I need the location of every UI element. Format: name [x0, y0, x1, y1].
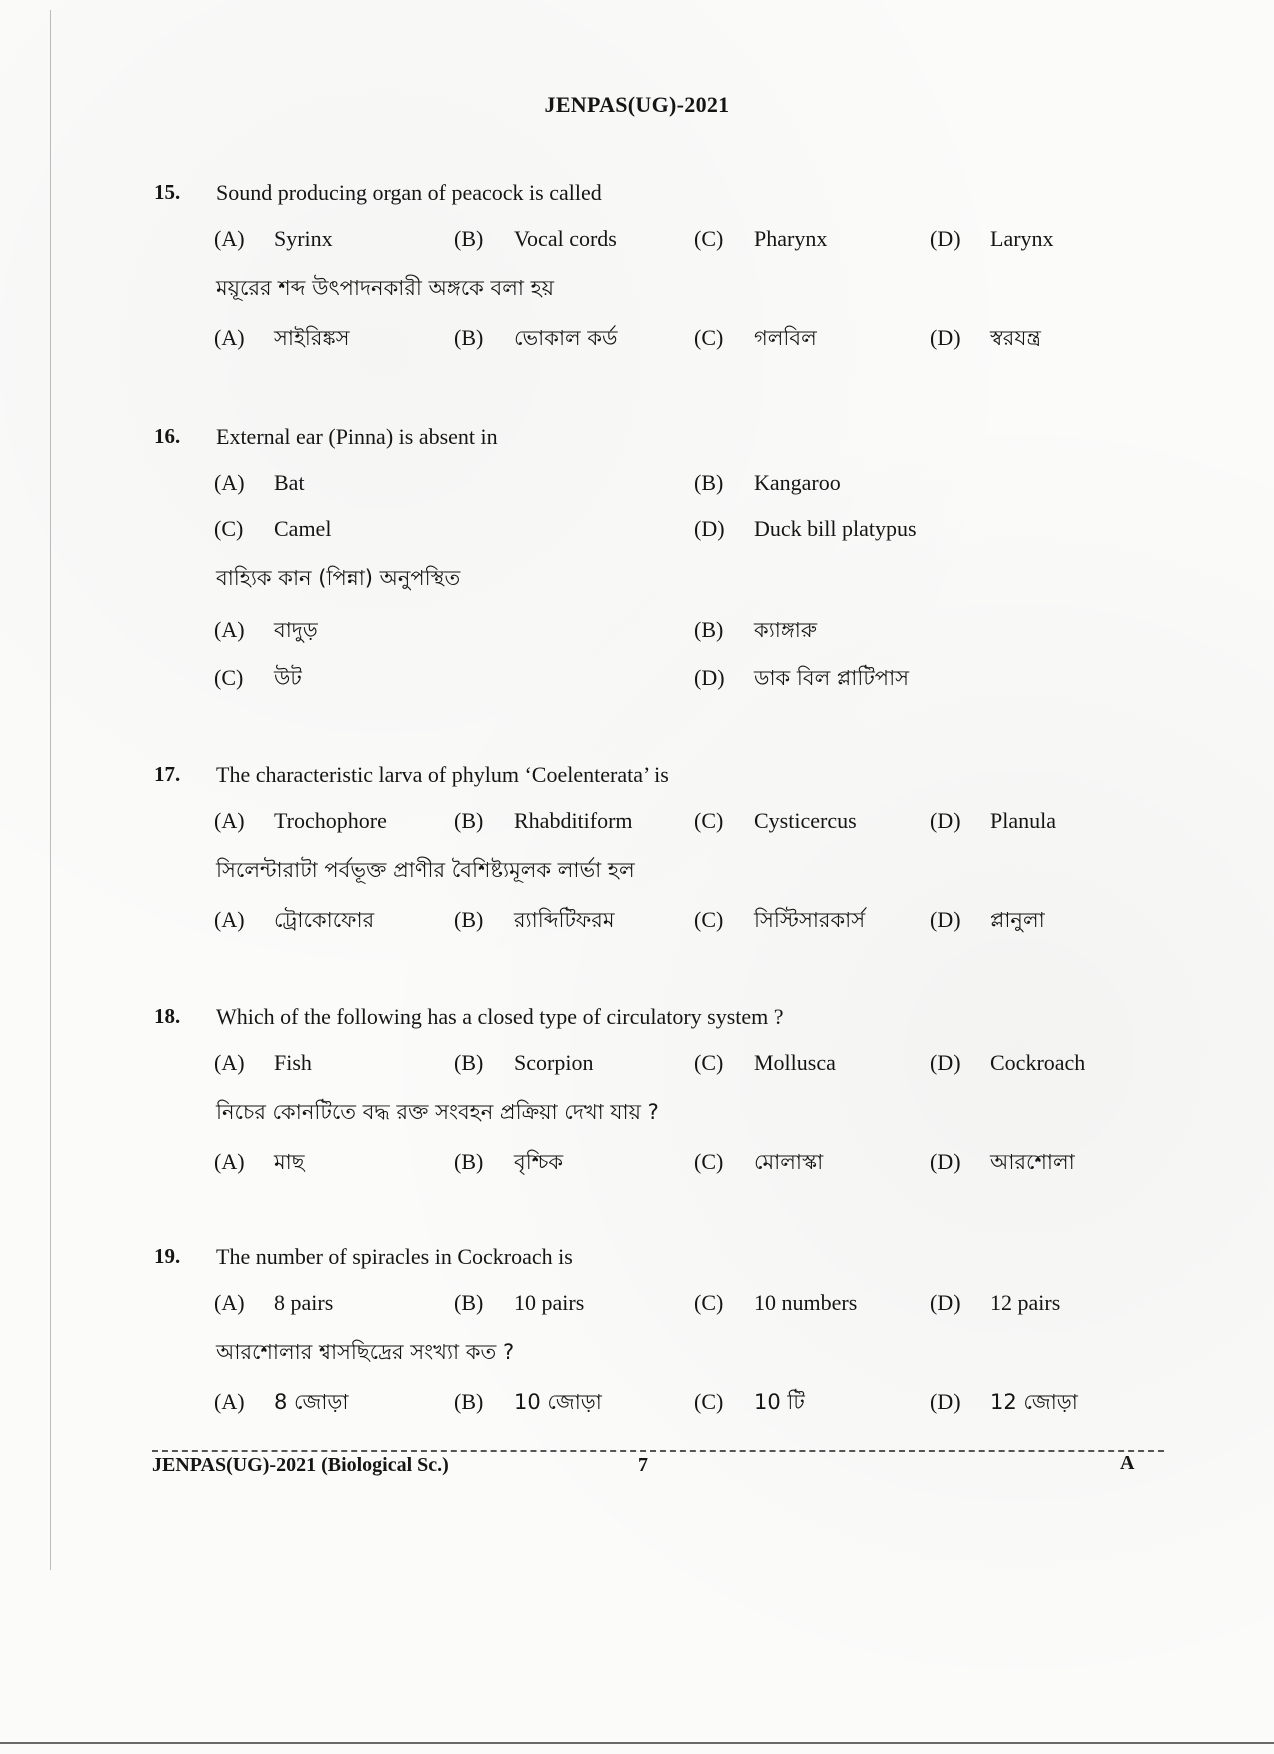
- option-c-en: (C) 10 numbers: [694, 1290, 858, 1315]
- option-b-en: (B) Vocal cords: [454, 226, 617, 251]
- option-b-en: (B) Scorpion: [454, 1050, 594, 1075]
- option-c-en: (C) Cysticercus: [694, 808, 857, 833]
- option-a-en: (A) Trochophore: [214, 808, 387, 833]
- question-text-bn: বাহ্যিক কান (পিন্না) অনুপস্থিত: [216, 566, 461, 590]
- option-b-bn: (B) 10 জোড়া: [454, 1389, 602, 1414]
- question-set-label: A: [1120, 1452, 1135, 1474]
- option-c-en: (C) Camel: [214, 516, 332, 541]
- option-d-en: (D) Planula: [930, 808, 1056, 833]
- option-b-en: (B) 10 pairs: [454, 1290, 585, 1315]
- option-a-en: (A) Fish: [214, 1050, 312, 1075]
- option-d-bn: (D) স্বরযন্ত্র: [930, 325, 1042, 350]
- option-d-en: (D) Larynx: [930, 226, 1054, 251]
- option-b-bn: (B) ভোকাল কর্ড: [454, 325, 618, 350]
- option-a-bn: (A) ট্রোকোফোর: [214, 907, 375, 932]
- option-d-en: (D) Cockroach: [930, 1050, 1086, 1075]
- question-text-en: The characteristic larva of phylum ‘Coelenterata’ is: [216, 762, 669, 787]
- question-text-bn: নিচের কোনটিতে বদ্ধ রক্ত সংবহন প্রক্রিয়া দেখা যায় ?: [216, 1100, 659, 1124]
- question-number: 18.: [154, 1004, 181, 1028]
- page-number: 7: [638, 1454, 648, 1476]
- option-d-en: (D) 12 pairs: [930, 1290, 1061, 1315]
- option-c-en: (C) Pharynx: [694, 226, 828, 251]
- footer-divider: [152, 1450, 1164, 1453]
- option-b-en: (B) Kangaroo: [694, 470, 841, 495]
- option-a-bn: (A) মাছ: [214, 1149, 305, 1174]
- option-d-bn: (D) ডাক বিল প্লাটিপাস: [694, 665, 910, 690]
- question-number: 16.: [154, 424, 181, 448]
- option-d-en: (D) Duck bill platypus: [694, 516, 917, 541]
- option-a-bn: (A) সাইরিঙ্কস: [214, 325, 350, 350]
- option-c-bn: (C) সিস্টিসারকার্স: [694, 907, 866, 932]
- option-d-bn: (D) প্লানুলা: [930, 907, 1045, 932]
- question-19: [0, 1244, 1274, 1474]
- page-header: JENPAS(UG)-2021: [544, 92, 730, 117]
- question-text-bn: ময়ূরের শব্দ উৎপাদনকারী অঙ্গকে বলা হয়: [216, 276, 555, 300]
- question-text-en: Sound producing organ of peacock is called: [216, 180, 602, 205]
- option-c-bn: (C) 10 টি: [694, 1389, 805, 1414]
- option-d-bn: (D) 12 জোড়া: [930, 1389, 1078, 1414]
- question-15: [0, 180, 1274, 410]
- question-text-en: The number of spiracles in Cockroach is: [216, 1244, 573, 1269]
- option-c-bn: (C) মোলাস্কা: [694, 1149, 824, 1174]
- question-16: [0, 424, 1274, 704]
- question-number: 17.: [154, 762, 181, 786]
- footer-exam-title: JENPAS(UG)-2021 (Biological Sc.): [152, 1454, 449, 1476]
- question-text-en: Which of the following has a closed type of circulatory system ?: [216, 1004, 784, 1029]
- option-a-bn: (A) 8 জোড়া: [214, 1389, 349, 1414]
- option-d-bn: (D) আরশোলা: [930, 1149, 1075, 1174]
- question-number: 19.: [154, 1244, 181, 1268]
- question-text-bn: আরশোলার শ্বাসছিদ্রের সংখ্যা কত ?: [216, 1340, 515, 1364]
- option-c-en: (C) Mollusca: [694, 1050, 836, 1075]
- option-c-bn: (C) উট: [214, 665, 302, 690]
- scan-bottom-edge: [0, 1742, 1274, 1744]
- question-18: [0, 1004, 1274, 1234]
- option-c-bn: (C) গলবিল: [694, 325, 817, 350]
- option-b-bn: (B) ক্যাঙ্গারু: [694, 617, 818, 642]
- question-text-bn: সিলেন্টারাটা পর্বভূক্ত প্রাণীর বৈশিষ্ট্যমূলক লার্ভা হল: [216, 858, 635, 882]
- option-b-bn: (B) র‍্যাব্দিটিফরম: [454, 907, 615, 932]
- option-b-en: (B) Rhabditiform: [454, 808, 633, 833]
- option-a-en: (A) 8 pairs: [214, 1290, 334, 1315]
- option-a-en: (A) Bat: [214, 470, 305, 495]
- question-text-en: External ear (Pinna) is absent in: [216, 424, 498, 449]
- option-b-bn: (B) বৃশ্চিক: [454, 1149, 564, 1174]
- option-a-bn: (A) বাদুড়: [214, 617, 318, 642]
- question-17: [0, 762, 1274, 992]
- question-number: 15.: [154, 180, 181, 204]
- option-a-en: (A) Syrinx: [214, 226, 333, 251]
